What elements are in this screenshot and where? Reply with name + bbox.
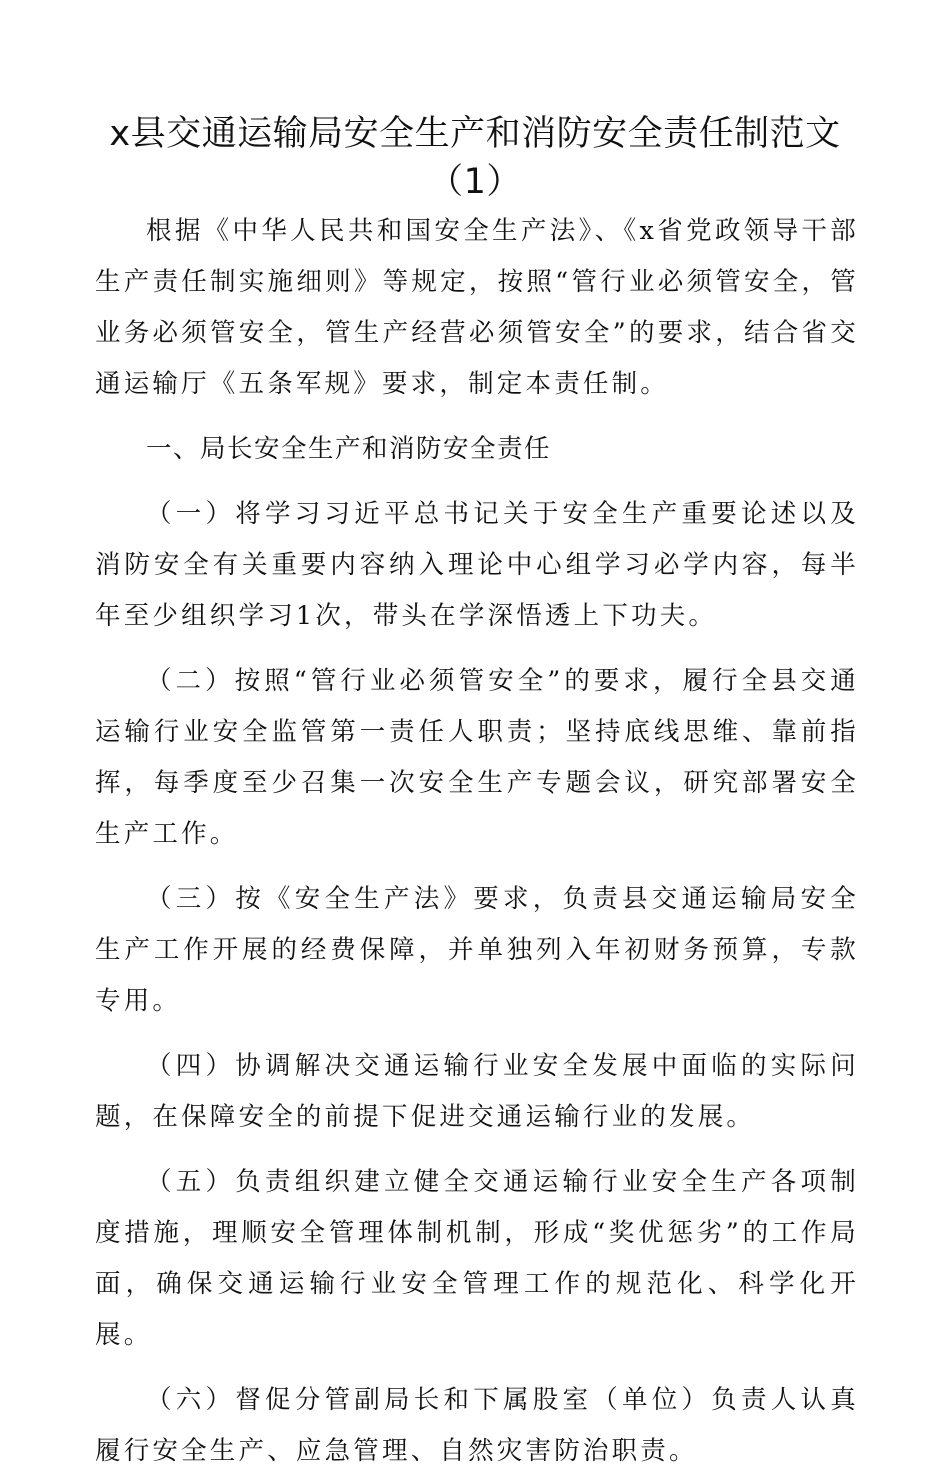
list-item: （四）协调解决交通运输行业安全发展中面临的实际问题，在保障安全的前提下促进交通运输行业的发展。 <box>95 1051 859 1132</box>
section-heading: 一、局长安全生产和消防安全责任 <box>146 434 552 464</box>
list-item: （一）将学习习近平总书记关于安全生产重要论述以及消防安全有关重要内容纳入理论中心组学习必学内容，每半年至少组织学习1次，带头在学深悟透上下功夫。 <box>95 499 859 631</box>
list-item: （三）按《安全生产法》要求，负责县交通运输局安全生产工作开展的经费保障，并单独列入年初财务预算，专款专用。 <box>95 884 859 1016</box>
document-title: x县交通运输局安全生产和消防安全责任制范文（1） <box>109 114 841 202</box>
list-item: （六）督促分管副局长和下属股室（单位）负责人认真履行安全生产、应急管理、自然灾害防治职责。 <box>95 1385 859 1466</box>
intro-paragraph: 根据《中华人民共和国安全生产法》、《x省党政领导干部生产责任制实施细则》等规定，按照“管行业必须管安全，管业务必须管安全，管生产经营必须管安全”的要求，结合省交通运输厅《五条军规》要求，制定本责任制。 <box>95 216 859 399</box>
document-body <box>95 206 859 1477</box>
list-item: （二）按照“管行业必须管安全”的要求，履行全县交通运输行业安全监管第一责任人职责；坚持底线思维、靠前指挥，每季度至少召集一次安全生产专题会议，研究部署安全生产工作。 <box>95 666 859 849</box>
list-item: （五）负责组织建立健全交通运输行业安全生产各项制度措施，理顺安全管理体制机制，形成“奖优惩劣”的工作局面，确保交通运输行业安全管理工作的规范化、科学化开展。 <box>95 1167 859 1350</box>
